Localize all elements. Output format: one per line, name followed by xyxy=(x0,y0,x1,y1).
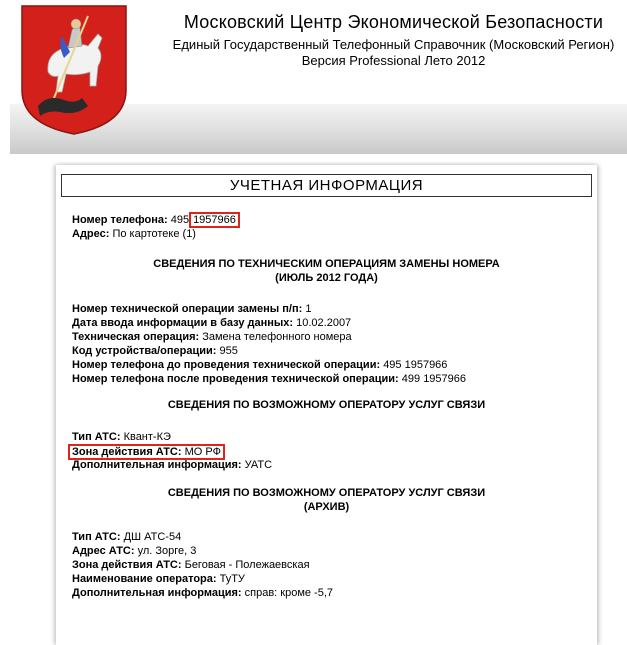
info-row xyxy=(72,586,597,600)
info-value: ДШ АТС-54 xyxy=(123,531,182,543)
info-value: Замена телефонного номера xyxy=(202,331,352,343)
info-value: 1 xyxy=(305,303,312,315)
info-row xyxy=(72,316,597,330)
address-value: По картотеке (1) xyxy=(112,228,196,240)
tech-heading-line2: (ИЮЛЬ 2012 ГОДА) xyxy=(275,272,378,284)
archive-heading-line1: СВЕДЕНИЯ ПО ВОЗМОЖНОМУ ОПЕРАТОРУ УСЛУГ СВЯЗИ xyxy=(167,487,486,499)
address-label: Адрес: xyxy=(72,228,110,240)
phone-number-highlight: 1957966 xyxy=(189,212,240,228)
archive-section-heading xyxy=(72,486,597,514)
info-value: 10.02.2007 xyxy=(296,317,352,329)
phone-label: Номер телефона: xyxy=(72,214,168,226)
info-label: Тип АТС: xyxy=(72,531,121,543)
account-info-card xyxy=(56,165,597,645)
card-title: УЧЕТНАЯ ИНФОРМАЦИЯ xyxy=(61,174,592,197)
info-value: ул. Зорге, 3 xyxy=(137,545,197,557)
info-label: Дополнительная информация: xyxy=(72,587,242,599)
moscow-coat-of-arms-icon xyxy=(18,2,130,136)
info-value: 499 1957966 xyxy=(401,373,467,385)
info-label: Дата ввода информации в базу данных: xyxy=(72,317,294,329)
info-label: Дополнительная информация: xyxy=(72,459,242,471)
info-label: Номер телефона до проведения технической операции: xyxy=(72,359,381,371)
info-label: Адрес АТС: xyxy=(72,545,135,557)
info-label: Код устройства/операции: xyxy=(72,345,217,357)
info-value: ТуТУ xyxy=(219,573,245,585)
info-row xyxy=(72,530,597,544)
info-value: Беговая - Полежаевская xyxy=(184,559,310,571)
tech-section-heading xyxy=(72,257,597,285)
info-value: справ: кроме -5,7 xyxy=(244,587,334,599)
info-label: Техническая операция: xyxy=(72,331,200,343)
operator-section-heading: СВЕДЕНИЯ ПО ВОЗМОЖНОМУ ОПЕРАТОРУ УСЛУГ СВЯЗИ xyxy=(167,399,486,411)
info-row xyxy=(72,572,597,586)
info-label: Наименование оператора: xyxy=(72,573,217,585)
info-row xyxy=(72,430,597,444)
tech-heading-line1: СВЕДЕНИЯ ПО ТЕХНИЧЕСКИМ ОПЕРАЦИЯМ ЗАМЕНЫ НОМЕРА xyxy=(153,258,500,270)
archive-heading-line2: (АРХИВ) xyxy=(303,501,350,513)
header xyxy=(160,0,627,69)
info-row xyxy=(72,544,597,558)
org-title: Московский Центр Экономической Безопасности xyxy=(183,12,604,32)
info-row xyxy=(72,372,597,386)
info-label: Тип АТС: xyxy=(72,431,121,443)
info-row xyxy=(72,558,597,572)
info-row xyxy=(72,344,597,358)
address-row xyxy=(72,227,597,241)
info-value: Квант-КЭ xyxy=(123,431,171,443)
zone-row xyxy=(72,444,597,458)
info-value: 495 1957966 xyxy=(383,359,448,371)
info-label: Номер телефона после проведения технической операции: xyxy=(72,373,399,385)
info-row xyxy=(72,358,597,372)
org-subtitle: Единый Государственный Телефонный Справочник (Московский Регион) xyxy=(172,37,615,52)
phone-code: 495 xyxy=(170,214,190,226)
info-value: МО РФ xyxy=(184,446,221,458)
info-label: Зона действия АТС: xyxy=(72,559,182,571)
info-row xyxy=(72,458,597,472)
info-value: 955 xyxy=(219,345,238,357)
phone-row xyxy=(72,213,597,227)
info-value: УАТС xyxy=(244,459,273,471)
info-row xyxy=(72,302,597,316)
info-row xyxy=(72,330,597,344)
org-version: Версия Professional Лето 2012 xyxy=(301,53,486,68)
info-label: Номер технической операции замены п/п: xyxy=(72,303,303,315)
info-label: Зона действия АТС: xyxy=(72,446,182,458)
card-content xyxy=(56,197,597,600)
